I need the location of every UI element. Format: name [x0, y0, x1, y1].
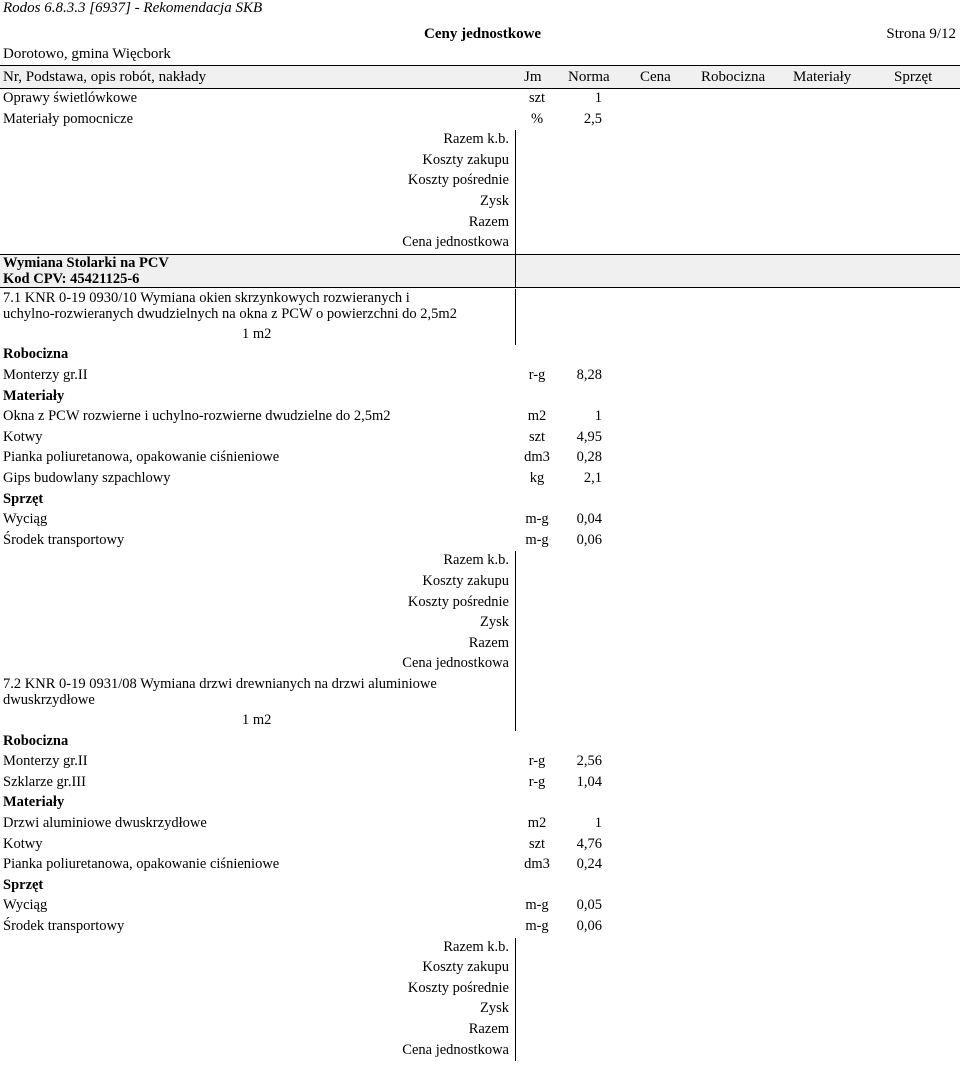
resource-row: Drzwi aluminiowe dwuskrzydłowe [3, 815, 207, 831]
summary-label: Cena jednostkowa [402, 1041, 509, 1058]
row-unit: szt [528, 835, 546, 852]
col-cena: Cena [640, 69, 671, 85]
row-unit: m-g [525, 531, 549, 548]
summary-label: Razem [468, 1021, 509, 1037]
summary-divider [515, 130, 516, 254]
summary-label: Razem [468, 213, 509, 230]
material-row: Oprawy świetlówkowe [3, 90, 138, 106]
item-title: 7.1 KNR 0-19 0930/10 Wymiana okien skrzynkowych rozwieranych i [3, 289, 410, 306]
col-desc: Nr, Podstawa, opis robót, nakłady [3, 69, 207, 85]
page-number: Strona 9/12 [886, 26, 956, 42]
row-unit: % [530, 110, 544, 127]
row-norma: 4,76 [576, 835, 602, 852]
item-unit: 1 m2 [242, 712, 272, 728]
col-robocizna: Robocizna [701, 69, 766, 85]
col-materialy: Materiały [793, 69, 852, 85]
section-divider [515, 254, 516, 287]
summary-label: Zysk [480, 614, 509, 631]
location: Dorotowo, gmina Więcbork [3, 46, 171, 62]
resource-row: Kotwy [3, 835, 43, 852]
row-norma: 1,04 [576, 773, 602, 790]
col-jm: Jm [524, 69, 542, 85]
row-norma: 1 [594, 90, 602, 106]
group-title: Sprzęt [3, 876, 44, 893]
summary-divider [515, 938, 516, 1062]
resource-row: Środek transportowy [3, 918, 125, 934]
summary-label: Razem [468, 634, 509, 651]
resource-row: Pianka poliuretanowa, opakowanie ciśnieniowe [3, 856, 280, 873]
item-title-cont: dwuskrzydłowe [3, 692, 95, 708]
row-unit: szt [528, 428, 546, 445]
col-sprzet: Sprzęt [894, 69, 933, 85]
row-norma: 1 [594, 815, 602, 831]
column-header-bar [0, 65, 960, 89]
row-unit: m-g [525, 511, 549, 528]
summary-label: Razem k.b. [443, 938, 509, 955]
item-divider [515, 675, 516, 731]
resource-row: Gips budowlany szpachlowy [3, 470, 171, 486]
summary-label: Koszty pośrednie [407, 979, 509, 996]
resource-row: Okna z PCW rozwierne i uchylno-rozwierne dwudzielne do 2,5m2 [3, 408, 391, 425]
summary-label: Koszty zakupu [422, 151, 509, 168]
summary-label: Koszty pośrednie [407, 172, 509, 189]
resource-row: Kotwy [3, 428, 43, 445]
summary-label: Cena jednostkowa [402, 655, 509, 672]
resource-row: Wyciąg [3, 897, 48, 914]
row-norma: 2,56 [576, 753, 602, 770]
resource-row: Monterzy gr.II [3, 367, 88, 383]
row-unit: m-g [525, 897, 549, 914]
row-norma: 0,06 [576, 531, 602, 548]
group-title: Sprzęt [3, 490, 44, 507]
row-norma: 4,95 [576, 428, 602, 445]
row-unit: r-g [528, 773, 546, 790]
group-title: Robocizna [3, 732, 69, 749]
row-unit: dm3 [524, 449, 550, 466]
row-unit: kg [529, 470, 545, 486]
summary-label: Zysk [480, 193, 509, 209]
summary-label: Cena jednostkowa [402, 234, 509, 251]
summary-label: Razem k.b. [443, 552, 509, 569]
summary-label: Koszty zakupu [422, 573, 509, 589]
row-unit: m2 [527, 815, 547, 831]
row-unit: szt [528, 90, 546, 106]
row-unit: m-g [525, 918, 549, 934]
summary-divider [515, 551, 516, 675]
resource-row: Środek transportowy [3, 531, 125, 548]
row-norma: 0,28 [576, 449, 602, 466]
resource-row: Wyciąg [3, 511, 48, 528]
item-title: 7.2 KNR 0-19 0931/08 Wymiana drzwi drewnianych na drzwi aluminiowe [3, 676, 437, 692]
row-norma: 0,24 [576, 856, 602, 873]
resource-row: Szklarze gr.III [3, 773, 86, 790]
row-unit: dm3 [524, 856, 550, 873]
item-unit: 1 m2 [242, 325, 272, 342]
item-divider [515, 289, 516, 345]
group-title: Materiały [3, 387, 65, 404]
row-norma: 0,06 [576, 918, 602, 934]
summary-label: Zysk [480, 1000, 509, 1017]
resource-row: Monterzy gr.II [3, 753, 88, 770]
summary-label: Koszty pośrednie [407, 593, 509, 610]
resource-row: Pianka poliuretanowa, opakowanie ciśnieniowe [3, 449, 280, 466]
row-norma: 0,04 [576, 511, 602, 528]
row-unit: r-g [528, 753, 546, 770]
app-title: Rodos 6.8.3.3 [6937] - Rekomendacja SKB [3, 0, 263, 16]
row-unit: r-g [528, 367, 546, 383]
document-title: Ceny jednostkowe [424, 26, 542, 42]
section-rule [0, 287, 960, 288]
row-norma: 1 [594, 408, 602, 425]
row-norma: 0,05 [576, 897, 602, 914]
material-row: Materiały pomocnicze [3, 110, 134, 127]
group-title: Robocizna [3, 346, 69, 363]
summary-label: Razem k.b. [443, 131, 509, 148]
item-title-cont: uchylno-rozwieranych dwudzielnych na okna z PCW o powierzchni do 2,5m2 [3, 305, 457, 322]
group-title: Materiały [3, 794, 65, 811]
row-norma: 2,5 [583, 110, 602, 127]
section-title: Wymiana Stolarki na PCV [3, 254, 169, 271]
row-norma: 8,28 [576, 367, 602, 383]
col-norma: Norma [568, 69, 610, 85]
section-cpv: Kod CPV: 45421125-6 [3, 270, 140, 287]
row-unit: m2 [527, 408, 547, 425]
row-norma: 2,1 [583, 470, 602, 486]
summary-label: Koszty zakupu [422, 959, 509, 976]
